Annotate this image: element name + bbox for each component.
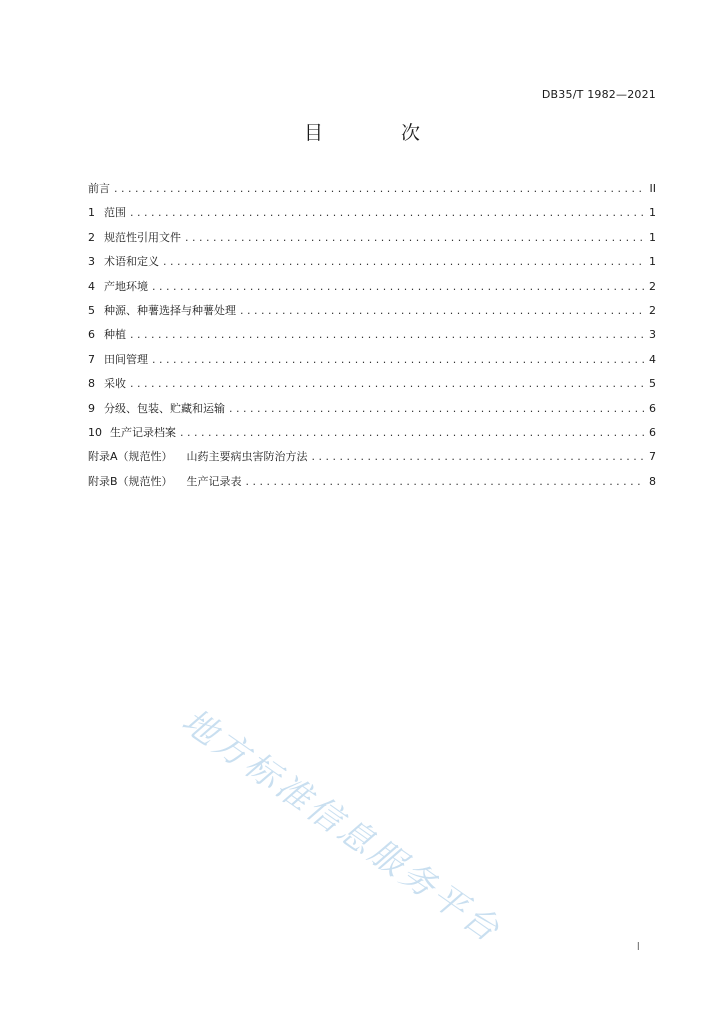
toc-item[interactable]	[88, 326, 656, 350]
toc-item-label: 产地环境	[104, 279, 148, 293]
toc-item-page: 6	[649, 401, 656, 415]
toc-item[interactable]	[88, 302, 656, 326]
toc-leader-dots	[130, 377, 644, 390]
toc-item[interactable]	[88, 180, 656, 204]
toc-item[interactable]	[88, 229, 656, 253]
toc-item-label: 山药主要病虫害防治方法	[186, 450, 308, 464]
toc-item-label: 规范性引用文件	[104, 230, 181, 244]
toc-item-page: 6	[649, 425, 656, 439]
toc-item-label: 种植	[104, 328, 126, 342]
toc-item-number: 10	[88, 425, 102, 439]
toc-item-page: 2	[649, 279, 656, 293]
toc-item-number: 1	[88, 206, 95, 220]
toc-item-page: II	[649, 182, 656, 195]
toc-item[interactable]	[88, 473, 656, 497]
toc-item-label: 分级、包装、贮藏和运输	[104, 401, 225, 415]
toc-item-label: 生产记录表	[186, 474, 242, 488]
toc-item-page: 8	[649, 474, 656, 488]
toc-item-page: 1	[649, 230, 656, 244]
toc-leader-dots	[180, 426, 644, 439]
toc-item-label: 生产记录档案	[110, 425, 176, 439]
doc-code: DB35/T 1982—2021	[541, 88, 656, 101]
toc-leader-dots	[240, 304, 644, 317]
toc-leader-dots	[312, 450, 644, 463]
table-of-contents	[88, 180, 656, 497]
toc-item-label: 术语和定义	[104, 255, 159, 269]
toc-leader-dots	[163, 255, 644, 268]
toc-item-number: 9	[88, 401, 95, 415]
page-title: 目 次	[303, 122, 457, 144]
toc-item-number: 8	[88, 377, 95, 391]
toc-item-number: 附录A（规范性）	[88, 450, 173, 464]
toc-item-label: 田间管理	[104, 352, 148, 366]
toc-item[interactable]	[88, 204, 656, 228]
toc-leader-dots	[246, 475, 644, 488]
toc-item-label: 范围	[104, 206, 126, 220]
toc-item-number: 5	[88, 303, 95, 317]
toc-item-page: 1	[649, 206, 656, 220]
toc-item-page: 7	[649, 450, 656, 464]
toc-leader-dots	[229, 402, 644, 415]
toc-item-page: 4	[649, 352, 656, 366]
toc-item-number: 4	[88, 279, 95, 293]
toc-item[interactable]	[88, 448, 656, 472]
toc-item-number: 6	[88, 328, 95, 342]
toc-leader-dots	[114, 182, 644, 195]
toc-item[interactable]	[88, 278, 656, 302]
toc-item[interactable]	[88, 400, 656, 424]
toc-item-number: 附录B（规范性）	[88, 474, 173, 488]
toc-item-number: 7	[88, 352, 95, 366]
toc-item-number: 2	[88, 230, 95, 244]
watermark: 地方标准信息服务平台	[174, 700, 509, 952]
toc-leader-dots	[130, 328, 644, 341]
toc-item-page: 5	[649, 377, 656, 391]
toc-item[interactable]	[88, 424, 656, 448]
toc-item[interactable]	[88, 375, 656, 399]
toc-leader-dots	[152, 353, 644, 366]
toc-item-page: 2	[649, 303, 656, 317]
toc-item-label: 种源、种薯选择与种薯处理	[104, 303, 236, 317]
toc-item-label: 前言	[88, 182, 110, 195]
toc-leader-dots	[152, 280, 644, 293]
toc-leader-dots	[130, 206, 644, 219]
page-number: I	[636, 940, 640, 953]
toc-item-label: 采收	[104, 377, 126, 391]
toc-item-page: 1	[649, 255, 656, 269]
toc-leader-dots	[185, 231, 644, 244]
toc-item[interactable]	[88, 351, 656, 375]
toc-item-page: 3	[649, 328, 656, 342]
toc-item-number: 3	[88, 255, 95, 269]
toc-item[interactable]	[88, 253, 656, 277]
